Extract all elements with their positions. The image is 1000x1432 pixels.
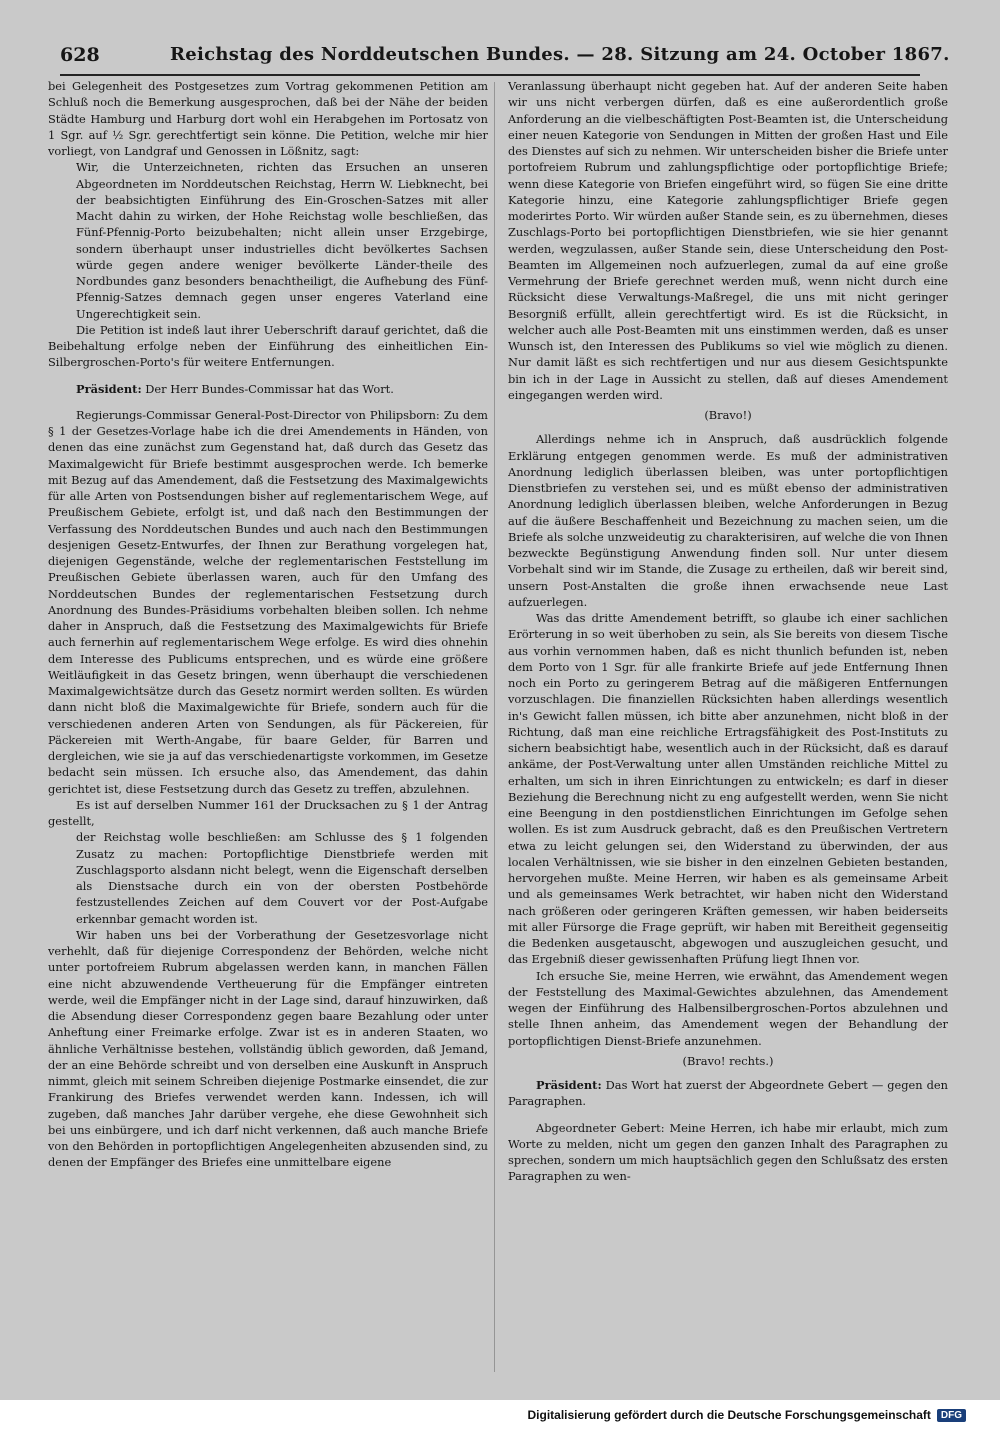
paragraph-text: Veranlassung überhaupt nicht gegeben hat. Auf der anderen Seite haben wir uns nicht verbergen dürfen, daß es eine außerordentlich große Anforderung an die vielbeschäftigten Post-Beamten ist, die Unterscheidung einer neuen Kategorie von Sendungen in Mitten der großen Hast und Eile des Dienstes auf sich zu nehmen. Wir unterscheiden bisher die Briefe unter portofreiem Rubrum und zahlungspflichtige oder portopflichtige Briefe; wenn diese Kategorie von Briefen eingeführt wird, so fügen Sie eine dritte Kategorie hinzu, eine Kategorie zahlungspflichtiger Briefe gegen moderirtes Porto. Wir würden außer Stande sein, es zu übernehmen, dieses Zuschlags-Porto bei portopflichtigen Dienstbriefen, wie sie hier genannt werden, wegzulassen, außer Stande sein, diese Unterscheidung den Post-Beamten im Allgemeinen noch aufzuerlegen, zumal da auf eine große Vermehrung der Briefe gerechnet werden muß, wenn nicht durch eine Rücksicht diese Verwaltungs-Maßregel, die uns mit nicht geringer Besorgniß erfüllt, allein gerechtfertigt wird. Es ist die Rücksicht, in welcher auch alle Post-Beamten mit uns einstimmen werden, daß es unser Wunsch ist, den Interessen des Publikums so viel wie möglich zu dienen. Nur damit läßt es sich rechtfertigen und nur aus diesem Gesichtspunkte bin ich in der Lage in Aussicht zu stellen, daß auf dieses Amendement eingegangen werden wird. [508, 79, 948, 402]
paragraph-text: (Bravo! rechts.) [682, 1053, 774, 1068]
paragraph [508, 968, 948, 1049]
paragraph-text: der Reichstag wolle beschließen: am Schlusse des § 1 folgenden Zusatz zu machen: Portopflichtige Dienstbriefe werden mit Zuschlagsporto alsdann nicht belegt, wenn die Eigenschaft derselben als Dienstsache durch ein von der obersten Postbehörde festzustellendes Zeichen auf dem Couvert vor der Post-Aufgabe erkennbar gemacht worden ist. [76, 830, 488, 926]
quoted-passage [76, 159, 488, 322]
footer-text: Digitalisierung gefördert durch die Deutsche Forschungsgemeinschaft [527, 1408, 931, 1422]
paragraph [48, 927, 488, 1171]
paragraph-text: Wir haben uns bei der Vorberathung der Gesetzesvorlage nicht verhehlt, daß für diejenige Correspondenz der Behörden, welche nicht unter portofreiem Rubrum abgelassen werden kann, in manchen Fällen eine nicht abzuwendende Vertheuerung für die Empfänger eintreten werde, weil die Empfänger nicht in der Lage sind, darauf hinzuwirken, daß die Absendung dieser Correspondenz gegen baare Bezahlung oder unter Anheftung einer Freimarke erfolge. Zwar ist es in anderen Staaten, wo ähnliche Verhältnisse bestehen, vollständig üblich geworden, daß Jemand, der an eine Behörde schreibt und von derselben eine Auskunft in Anspruch nimmt, gleich mit seinem Schreiben diejenige Postmarke einsendet, die zur Frankirung des Briefes verwendet werden kann. Indessen, ich will zugeben, daß manches Jahr darüber vergehe, ehe diese Gewohnheit sich bei uns einbürgere, und ich darf nicht verkennen, daß auch manche Briefe von den Behörden in portopflichtigen Angelegenheiten abzusenden sind, zu denen der Empfänger des Briefes eine unmittelbare eigene [48, 927, 488, 1170]
interjection [508, 1053, 948, 1069]
paragraph-text: (Bravo!) [704, 408, 752, 422]
paragraph-gap [48, 397, 488, 407]
quoted-passage [76, 829, 488, 927]
paragraph [508, 78, 948, 403]
interjection [508, 407, 948, 423]
paragraph-text: Der Herr Bundes-Commissar hat das Wort. [141, 381, 394, 396]
column-divider [494, 82, 495, 1372]
page-header [60, 40, 950, 76]
dfg-logo-icon: DFG [937, 1409, 966, 1422]
paragraph-text: Wir, die Unterzeichneten, richten das Ersuchen an unseren Abgeordneten im Norddeutschen Reichstag, Herrn W. Liebknecht, bei der beabsichtigten Einführung des Ein-Groschen-Satzes mit aller Macht dahin zu wirken, der Hohe Reichstag wolle beschließen, das Fünf-Pfennig-Porto beizubehalten; nicht allein unser Erzgebirge, sondern überhaupt unser industrielles dicht bevölkertes Sachsen würde gegen andere weniger bevölkerte Länder-theile des Nordbundes ganz besonders benachtheiligt, die Aufhebung des Fünf-Pfennig-Satzes demnach gegen unser engeres Vaterland eine Ungerechtigkeit sein. [76, 160, 488, 321]
paragraph [48, 78, 488, 159]
speaker-name: Präsident: [76, 381, 142, 396]
footer-credit [527, 1406, 966, 1424]
paragraph-text: Was das dritte Amendement betrifft, so glaube ich einer sachlichen Erörterung in so weit überhoben zu sein, als Sie bereits von diesem Tische aus vorhin vernommen haben, daß es nicht thunlich befunden ist, neben dem Porto von 1 Sgr. für alle frankirte Briefe auf jede Entfernung Ihnen noch ein Porto zu geringerem Betrag auf die mäßigeren Entfernungen vorzuschlagen. Die finanziellen Rücksichten haben allerdings wesentlich in's Gewicht fallen müssen, ich bitte aber anzunehmen, nicht bloß in der Richtung, daß man eine reichliche Ertragsfähigkeit des Post-Instituts zu sichern beabsichtigt habe, wesentlich auch in der Rücksicht, daß es darauf ankäme, der Post-Verwaltung unter allen Umständen reichliche Mittel zu erhalten, um sich in ihren Einrichtungen zu entwickeln; es darf in dieser Beziehung die Berechnung nicht zu eng aufgestellt werden, wenn Sie nicht eine Beengung in den postdienstlichen Einrichtungen im Gefolge sehen wollen. Es ist zum Ausdruck gebracht, daß es den Preußischen Vertretern etwa zu leicht gelungen sei, den Widerstand zu überwinden, der aus localen Verhältnissen, wie sie bisher in den einzelnen Gebieten bestanden, hervorgehen mußte. Meine Herren, wir haben es als gemeinsame Arbeit und als gemeinsames Werk betrachtet, wir haben nicht den Widerstand nach größeren oder geringeren Kräften gemessen, wir haben beiderseits mit aller Fürsorge die Frage geprüft, wir haben mit Bereitheit gegenseitig die Bedenken ausgetauscht, abgewogen und auszugleichen gesucht, und das Ergebniß dieser gewissenhaften Prüfung liegt Ihnen vor. [508, 611, 948, 967]
paragraph-gap [508, 1110, 948, 1120]
paragraph-text: Regierungs-Commissar General-Post-Director von Philipsborn: Zu dem § 1 der Gesetzes-Vorlage habe ich die drei Amendements in Händen, von denen das eine zunächst zum Gegenstand hat, daß durch das Gesetz das Maximalgewicht für Briefe bestimmt ausgesprochen werde. Ich bemerke mit Bezug auf das Amendement, daß die Festsetzung des Maximalgewichts für alle Arten von Postsendungen bisher auf reglementarischem Wege, auf Preußischem Gebiete, erfolgt ist, und daß nach den Bestimmungen der Verfassung des Norddeutschen Bundes und auch nach den Bestimmungen desjenigen Gesetz-Entwurfes, der Ihnen zur Berathung vorgelegen hat, diejenigen Gegenstände, welche der reglementarischen Feststellung im Preußischen Gebiete überlassen waren, auch für den Umfang des Norddeutschen Bundes der reglementarischen Festsetzung durch Anordnung des Bundes-Präsidiums vorbehalten bleiben sollen. Ich nehme daher in Anspruch, daß die Festsetzung des Maximalgewichts für Briefe auch fernerhin auf reglementarischem Wege erfolge. Es wird dies ohnehin dem Interesse des Publicums entsprechen, und es würde eine größere Weitläufigkeit in das Gesetz bringen, wenn überhaupt die verschiedenen Maximalgewichtsätze durch das Gesetz normirt werden sollten. Es würden dann nicht bloß die Maximalgewichte für Briefe, sondern auch für die verschiedenen anderen Arten von Sendungen, als für Päckereien, für Päckereien mit Werth-Angabe, für baare Gelder, für Barren und dergleichen, wie sie ja auf das verschiedenartigste vorkommen, im Gesetze bedacht sein müssen. Ich ersuche also, das Amendement, das dahin gerichtet ist, diese Festsetzung durch das Gesetz zu treffen, abzulehnen. [48, 407, 488, 796]
speaker-paragraph [48, 407, 488, 797]
speaker-paragraph [48, 381, 488, 397]
paragraph-text: Die Petition ist indeß laut ihrer Ueberschrift darauf gerichtet, daß die Beibehaltung erfolge neben der Einführung des einheitlichen Ein-Silbergroschen-Porto's für weitere Entfernungen. [48, 322, 488, 370]
paragraph [48, 797, 488, 830]
paragraph-text: Allerdings nehme ich in Anspruch, daß ausdrücklich folgende Erklärung entgegen genommen werde. Es muß der administrativen Anordnung lediglich überlassen bleiben, was unter portopflichtigen Dienstbriefen zu verstehen sei, und es müßt ebenso der administrativen Anordnung lediglich überlassen bleiben, welche Anforderungen in Bezug auf die äußere Beschaffenheit und Bezeichnung zu machen seien, um die Briefe als solche unzweideutig zu charakterisiren, auf welche die von Ihnen bezweckte Begünstigung Anwendung finden soll. Nur unter diesem Vorbehalt sind wir im Stande, die Zusage zu ertheilen, daß wir bereit sind, unsern Post-Anstalten die große ihnen erwachsende neue Last aufzuerlegen. [508, 432, 948, 609]
page-number: 628 [60, 44, 100, 66]
paragraph-gap [48, 371, 488, 381]
left-column [48, 78, 488, 1383]
paragraph-text: bei Gelegenheit des Postgesetzes zum Vortrag gekommenen Petition am Schluß noch die Bemerkung ausgesprochen, daß bei der Nähe der beiden Städte Hamburg und Harburg dort wohl ein Herabgehen im Portosatz von 1 Sgr. auf ½ Sgr. gerechtfertigt sein könne. Die Petition, welche mir hier vorliegt, von Landgraf und Genossen in Lößnitz, sagt: [48, 79, 488, 158]
paragraph [508, 431, 948, 610]
speaker-name: Präsident: [536, 1078, 602, 1092]
right-column [508, 78, 948, 1383]
paragraph-text: Abgeordneter Gebert: Meine Herren, ich habe mir erlaubt, mich zum Worte zu melden, nicht um gegen den ganzen Inhalt des Paragraphen zu sprechen, sondern um mich hauptsächlich gegen den Schlußsatz des ersten Paragraphen zu wen- [508, 1120, 948, 1184]
paragraph-text: Ich ersuche Sie, meine Herren, wie erwähnt, das Amendement wegen der Feststellung des Maximal-Gewichtes abzulehnen, das Amendement wegen der Einführung des Halbensilbergroschen-Portos abzulehnen und stelle Ihnen anheim, das Amendement wegen der Behandlung der portopflichtigen Dienst-Briefe anzunehmen. [508, 968, 948, 1048]
paragraph-text: Das Wort hat zuerst der Abgeordnete Gebert — gegen den Paragraphen. [508, 1078, 948, 1109]
paragraph [48, 322, 488, 371]
speaker-paragraph [508, 1077, 948, 1110]
speaker-paragraph [508, 1120, 948, 1185]
running-title: Reichstag des Norddeutschen Bundes. — 28. Sitzung am 24. October 1867. [170, 44, 950, 65]
paragraph-text: Es ist auf derselben Nummer 161 der Drucksachen zu § 1 der Antrag gestellt, [48, 797, 488, 828]
paragraph [508, 610, 948, 968]
